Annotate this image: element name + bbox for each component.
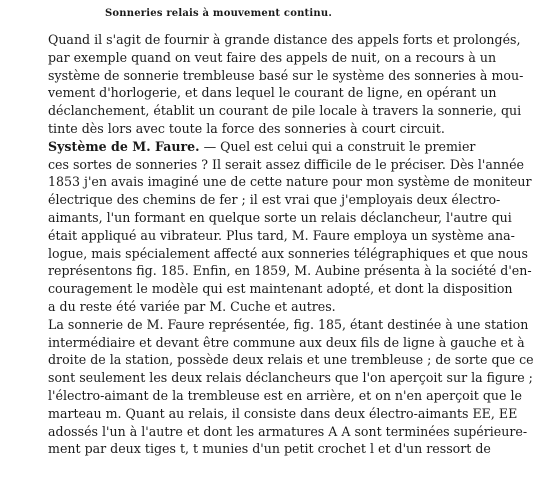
- text-line: représentons fig. 185. Enfin, en 1859, M. Aubine présenta à la société d'en-: [48, 263, 532, 279]
- text-line: [30, 138, 476, 156]
- text-line: ces sortes de sonneries ? Il serait assez difficile de le préciser. Dès l'année: [48, 156, 524, 172]
- text-line: tinte dès lors avec toute la force des sonneries à court circuit.: [48, 120, 445, 136]
- running-head: Sonneries relais à mouvement continu.: [105, 8, 332, 19]
- text-line: intermédiaire et devant être commune aux deux fils de ligne à gauche et à: [48, 334, 525, 350]
- text-line: par exemple quand on veut faire des appels de nuit, on a recours à un: [48, 49, 497, 65]
- section-title-continuation: — Quel est celui qui a construit le premier: [199, 138, 476, 154]
- text-line: aimants, l'un formant en quelque sorte un relais déclancheur, l'autre qui: [48, 209, 512, 225]
- text-line: ment par deux tiges t, t munies d'un petit crochet l et d'un ressort de: [48, 441, 491, 457]
- text-line: Quand il s'agit de fournir à grande distance des appels forts et prolongés,: [48, 32, 521, 47]
- text-line: adossés l'un à l'autre et dont les armatures A A sont terminées supérieure-: [48, 423, 528, 439]
- text-line: 1853 j'en avais imaginé une de cette nature pour mon système de moniteur: [48, 174, 532, 190]
- paragraph-faure-bell: [30, 316, 534, 458]
- text-line: droite de la station, possède deux relais et une trembleuse ; de sorte que ce: [48, 352, 534, 368]
- text-line: couragement le modèle qui est maintenant adopté, et dont la disposition: [48, 281, 513, 297]
- text-line: a du reste été variée par M. Cuche et autres.: [48, 298, 336, 314]
- text-line: était appliqué au vibrateur. Plus tard, M. Faure employa un système ana-: [48, 227, 515, 243]
- text-line: marteau m. Quant au relais, il consiste dans deux électro-aimants EE, EE: [48, 405, 518, 421]
- text-line: vement d'horlogerie, et dans lequel le courant de ligne, en opérant un: [48, 85, 497, 101]
- paragraph-intro: [30, 31, 524, 138]
- text-line: sont seulement les deux relais déclancheurs que l'on aperçoit sur la figure ;: [48, 370, 533, 386]
- text-line: électrique des chemins de fer ; il est vrai que j'employais deux électro-: [48, 192, 501, 208]
- text-line: logue, mais spécialement affecté aux sonneries télégraphiques et que nous: [48, 245, 528, 261]
- paragraph-faure-system: [30, 138, 532, 316]
- text-line: La sonnerie de M. Faure représentée, fig. 185, étant destinée à une station: [48, 316, 529, 332]
- text-line: l'électro-aimant de la trembleuse est en arrière, et on n'en aperçoit que le: [48, 387, 522, 403]
- section-title: Système de M. Faure.: [48, 138, 200, 154]
- text-line: déclanchement, établit un courant de pile locale à travers la sonnerie, qui: [48, 103, 522, 119]
- text-line: système de sonnerie trembleuse basé sur le système des sonneries à mou-: [48, 67, 524, 83]
